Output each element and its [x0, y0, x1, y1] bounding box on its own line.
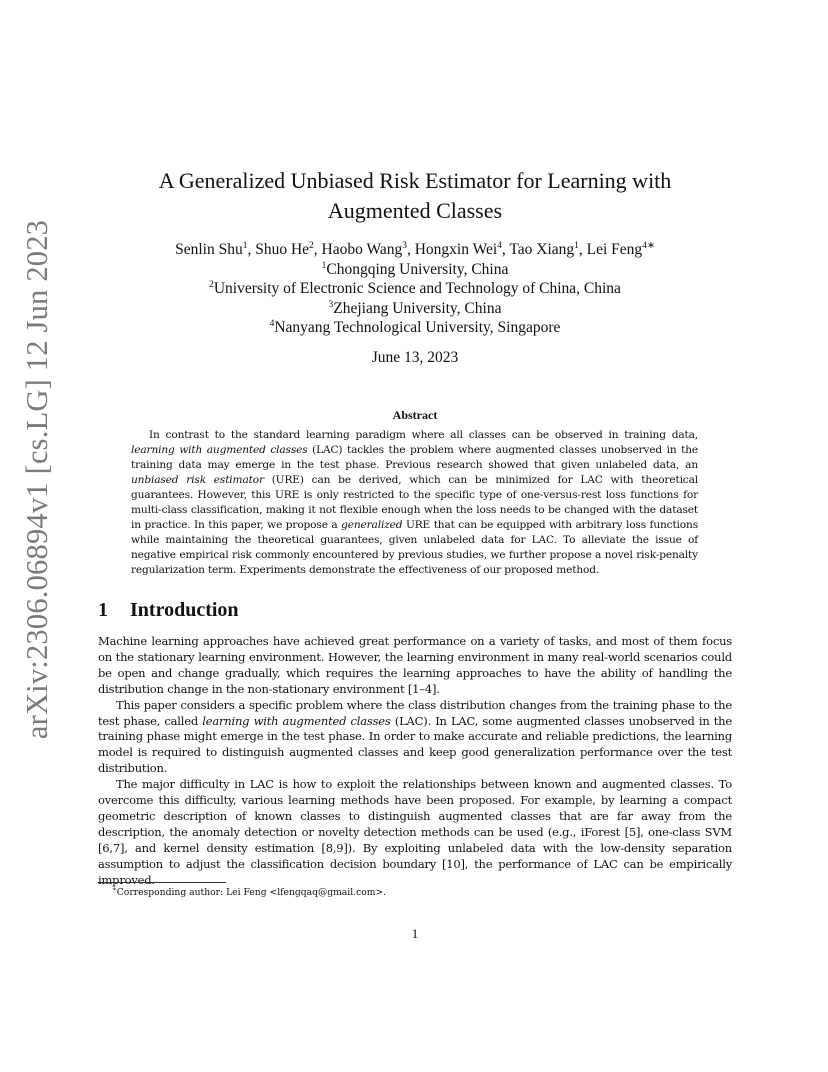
section-heading: [98, 599, 239, 622]
author-sep: ,: [578, 241, 587, 258]
author-block: [100, 240, 730, 338]
affiliation-mark: 1: [321, 260, 327, 271]
paragraph: The major difficulty in LAC is how to exploit the relationships between known and augmented classes. To overcome this difficulty, various learning methods have been proposed. For example, by learning a compact geometric description of known classes to distinguish augmented classes that are far away from the description, the anomaly detection or novelty detection methods can be used (e.g., iForest [5], one-class SVM [6,7], and kernel density estimation [8,9]). By exploiting unlabeled data with the low-density separation assumption to adjust the classification decision boundary [10], the performance of LAC can be empirically improved.: [98, 777, 732, 887]
title-line-1: A Generalized Unbiased Risk Estimator for Learning with: [158, 168, 672, 193]
author-sep: ,: [247, 241, 256, 258]
footnote-rule: [98, 882, 226, 883]
paper-title: [100, 166, 730, 226]
affiliation-name: University of Electronic Science and Technology of China, China: [213, 280, 621, 297]
paper-date: June 13, 2023: [371, 349, 459, 366]
author-affil-mark: 4∗: [642, 241, 655, 251]
author-name: Senlin Shu: [175, 241, 243, 258]
author-sep: ,: [313, 241, 322, 258]
affiliation: [100, 279, 730, 299]
affiliation: [100, 299, 730, 319]
author-affil-mark: 4: [497, 241, 502, 251]
author-name: Lei Feng: [586, 241, 643, 258]
abstract-text: URE that can be equipped with arbitrary loss functions while maintaining the theoretical guarantees, given unlabeled data for LAC. To alleviate the issue of negative empirical risk commonly encountered by previous studies, we further propose a novel risk-penalty regularization term. Experiments demonstrate the effectiveness of our proposed method.: [131, 519, 698, 576]
paragraph: [98, 698, 732, 778]
author-sep: ,: [501, 241, 510, 258]
section-title: Introduction: [130, 599, 239, 621]
author-affil-mark: 1: [574, 241, 579, 251]
affiliation-mark: 4: [269, 319, 275, 329]
footnote: [112, 887, 386, 898]
affiliation-name: Nanyang Technological University, Singapore: [274, 319, 561, 336]
author-list: [100, 240, 730, 260]
paragraph-emphasis: learning with augmented classes: [202, 713, 391, 728]
abstract-text: In contrast to the standard learning paradigm where all classes can be observed in training data,: [149, 429, 698, 441]
paragraph-text: This paper considers a specific problem where the class distribution changes from the training phase to the test phase, called: [98, 697, 732, 728]
abstract-text: (URE) can be derived, which can be minimized for LAC with theoretical guarantees. However, this URE is only restricted to the specific type of one-versus-rest loss functions for multi-class classification, making it not flexible enough when the loss needs to be changed with the dataset in practice. In this paper, we propose a: [131, 474, 698, 531]
author-name: Hongxin Wei: [414, 241, 498, 258]
paragraph: Machine learning approaches have achieved great performance on a variety of tasks, and most of them focus on the stationary learning environment. However, the learning environment in many real-world scenarios could be open and change gradually, which requires the learning approaches to have the ability of handling the distribution change in the non-stationary environment [1–4].: [98, 634, 732, 696]
affiliation: [100, 318, 730, 338]
author-name: Haobo Wang: [321, 241, 403, 258]
arxiv-stamp: [18, 219, 58, 739]
title-line-2: Augmented Classes: [327, 198, 503, 223]
author-name: Shuo He: [255, 241, 310, 258]
footnote-text: Corresponding author: Lei Feng <lfengqaq@gmail.com>.: [116, 887, 387, 898]
page-number: 1: [411, 926, 419, 941]
abstract-emphasis: generalized: [341, 519, 403, 531]
author-sep: ,: [406, 241, 415, 258]
author-name: Tao Xiang: [509, 241, 575, 258]
arxiv-stamp-text: arXiv:2306.06894v1 [cs.LG] 12 Jun 2023: [20, 219, 55, 739]
affiliation-mark: 3: [328, 299, 334, 310]
affiliation-name: Zhejiang University, China: [333, 299, 502, 317]
author-affil-mark: 1: [242, 241, 248, 251]
affiliation-mark: 2: [209, 280, 214, 290]
footnote-mark: ∗: [112, 885, 117, 893]
author-affil-mark: 2: [309, 241, 314, 251]
paragraph-text: (LAC). In LAC, some augmented classes unobserved in the training phase might emerge in the test phase. In order to make accurate and reliable predictions, the learning model is required to distinguish augmented classes and keep good generalization performance over the test distribution.: [98, 713, 732, 776]
section-number: 1: [98, 599, 108, 621]
intro-body: [98, 634, 732, 889]
author-affil-mark: 3: [402, 241, 407, 251]
abstract-emphasis: unbiased risk estimator: [131, 474, 264, 486]
affiliation: [100, 260, 730, 280]
abstract-emphasis: learning with augmented classes: [131, 444, 308, 456]
abstract-text: (LAC) tackles the problem where augmented classes unobserved in the training data may emerge in the test phase. Previous research showed that given unlabeled data, an: [131, 444, 698, 471]
abstract-body: [131, 428, 698, 578]
affiliation-name: Chongqing University, China: [326, 260, 509, 278]
abstract-heading: Abstract: [392, 408, 438, 422]
